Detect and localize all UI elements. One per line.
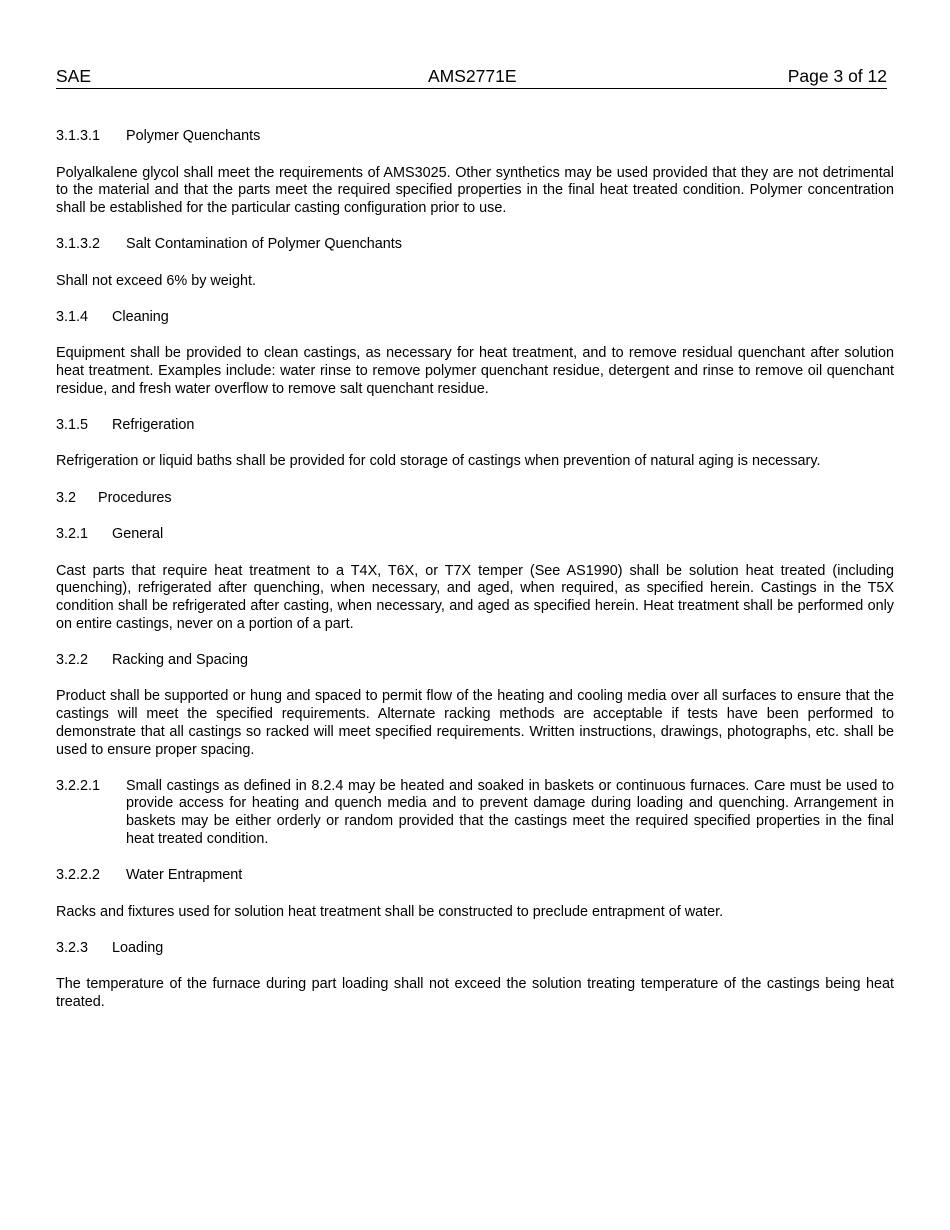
section-heading-3131 [56,128,894,146]
section-paragraph-3221: Small castings as defined in 8.2.4 may be heated and soaked in baskets or continuous furnaces. Care must be used to provide access for heating and quench media and to prevent damage during loading and quenching. Arrangement in baskets may be either orderly or random provided that the castings meet the required specified properties in the final heat treated condition. [126,777,894,847]
section-number: 3.2.3 [56,939,89,956]
section-item-3221 [56,778,894,849]
section-number: 3.1.4 [56,308,89,325]
section-title: Water Entrapment [126,867,243,884]
section-number: 3.2 [56,489,77,506]
section-paragraph-315: Refrigeration or liquid baths shall be provided for cold storage of castings when prevention of natural aging is necessary. [56,453,821,470]
section-heading-32 [56,490,894,508]
section-paragraph-321: Cast parts that require heat treatment to a T4X, T6X, or T7X temper (See AS1990) shall be solution heat treated (including quenching), refrigerated after quenching, when necessary, and aged, when required, as specified herein. Castings in the T5X condition shall be refrigerated after casting, when necessary, and aged as specified herein. Heat treatment shall be performed only on entire castings, never on a portion of a part. [56,562,894,632]
section-title: Salt Contamination of Polymer Quenchants [126,236,402,253]
section-number: 3.1.5 [56,416,89,433]
section-paragraph-323: The temperature of the furnace during part loading shall not exceed the solution treating temperature of the castings being heat treated. [56,976,894,1010]
section-number: 3.1.3.1 [56,128,101,144]
section-paragraph-3131: Polyalkalene glycol shall meet the requirements of AMS3025. Other synthetics may be used provided that they are not detrimental to the material and that the parts meet the required specified properties in the final heat treated condition. Polymer concentration shall be established for the particular casting configuration prior to use. [56,164,894,216]
section-paragraph-3222: Racks and fixtures used for solution heat treatment shall be constructed to preclude entrapment of water. [56,903,724,920]
section-heading-3132 [56,236,894,254]
section-title: Cleaning [112,308,169,325]
document-body [56,128,894,1012]
section-title: Procedures [98,489,172,506]
section-number: 3.2.2.1 [56,777,101,794]
section-heading-315 [56,417,894,435]
section-title: Refrigeration [112,416,195,433]
section-heading-3222 [56,867,894,885]
header-doc-number: AMS2771E [428,66,517,86]
header-org: SAE [56,66,92,86]
page-header [56,66,887,89]
section-number: 3.2.1 [56,526,89,543]
section-paragraph-3132: Shall not exceed 6% by weight. [56,272,256,289]
section-title: General [112,526,164,543]
section-number: 3.2.2.2 [56,867,101,884]
section-heading-322 [56,652,894,670]
section-paragraph-322: Product shall be supported or hung and spaced to permit flow of the heating and cooling media over all surfaces to ensure that the castings will meet the specified requirements. Alternate racking methods are acceptable if tests have been performed to demonstrate that all castings so racked will meet specified requirements. Written instructions, drawings, photographs, etc. shall be used to ensure proper spacing. [56,688,894,758]
section-title: Polymer Quenchants [126,128,261,144]
section-heading-314 [56,309,894,327]
section-heading-321 [56,526,894,544]
section-number: 3.2.2 [56,651,89,668]
section-heading-323 [56,940,894,958]
header-page-number: Page 3 of 12 [787,66,887,86]
section-title: Racking and Spacing [112,651,249,668]
section-number: 3.1.3.2 [56,236,101,253]
section-title: Loading [112,939,164,956]
section-paragraph-314: Equipment shall be provided to clean castings, as necessary for heat treatment, and to remove residual quenchant after solution heat treatment. Examples include: water rinse to remove polymer quenchant residue, detergent and rinse to remove oil quenchant residue, and fresh water overflow to remove salt quenchant residue. [56,345,894,397]
